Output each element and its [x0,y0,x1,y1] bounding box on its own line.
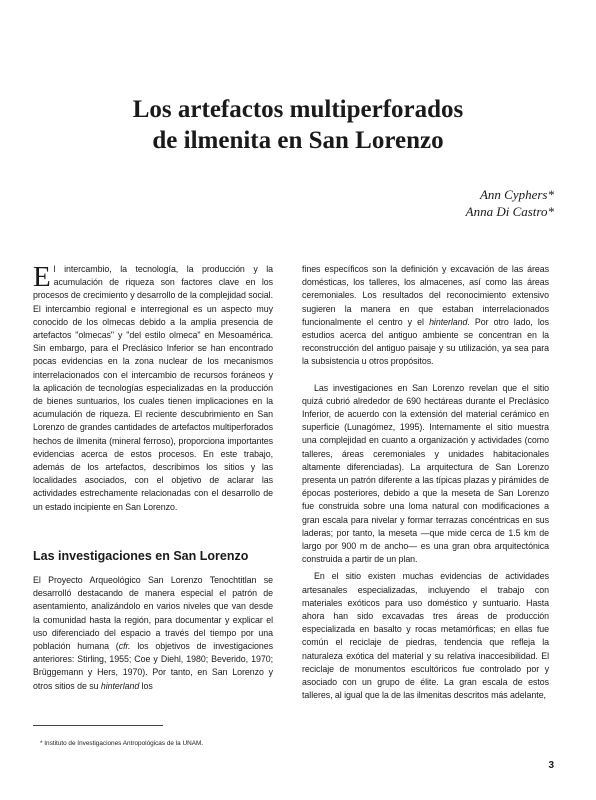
intro-column [33,263,273,514]
title-line-1: Los artefactos multiperforados [132,96,464,123]
author-list [466,186,554,220]
author-2: Anna Di Castro* [465,204,554,219]
right-hinterland: hinterland [429,316,468,327]
author-1: Ann Cyphers* [479,187,554,202]
right-text-1: fines específicos son la definición y excavación de las áreas domésticas, los talleres, los almacenes, así como las áreas ceremoniales. Los resultados del reconocimiento extensivo sugieren la manera en que estaban interrelacionados funcionalmente el centro y el [302,264,549,327]
article-title [40,94,556,156]
section-heading: Las investigaciones en San Lorenzo [33,549,249,563]
drop-cap: E [33,261,51,293]
section-hinterland: hinterland [100,680,140,691]
section-cfr: cfr. [118,641,131,652]
intro-text: l intercambio, la tecnología, la producción y la acumulación de riqueza son factores clave en los procesos de crecimiento y desarrollo de la complejidad social. El intercambio regional e interregional es un aspecto muy conocido de los olmecas debido a la amplia presencia de artefactos "olmecas" y "del estilo olmeca" en Mesoamérica. Sin embargo, para el Preclásico Inferior se han encontrado pocas evidencias en la zona nuclear de los mecanismos interrelacionados con el intercambio de recursos foráneos y la aplicación de tecnologías especializadas en la producción de bienes suntuarios, los cuales tienen implicaciones en la acumulación de riqueza. El reciente descubrimiento en San Lorenzo de grandes cantidades de artefactos multiperforados hechos de ilmenita (mineral ferroso), proporciona importantes evidencias acerca de estos procesos. En este trabajo, además de los artefactos, describimos los sitios y las localidades asociados, con el objetivo de aclarar las actividades estrechamente relacionadas con el desarrollo de un estado incipiente en San Lorenzo. [33,264,273,512]
footnote-divider [33,725,163,726]
section-text-2: los objetivos de investigaciones anteriores: Stirling, 1955; Coe y Diehl, 1980; Beverido, 1970; Brüggemann y Hers, 1970). Por tanto, en San Lorenzo y otros sitios de su [33,641,273,691]
page-number: 3 [548,760,554,771]
title-line-2: de ilmenita en San Lorenzo [152,127,444,154]
section-paragraph [33,574,273,693]
right-text-2: . Por otro lado, los estudios acerca del antiguo ambiente se concentran en la reconstrucción del antiguo paisaje y su utilización, ya sea para la subsistencia u otros propósitos. [302,316,549,367]
right-column [302,263,549,703]
right-paragraph-1 [302,263,549,369]
section-text-3: los [139,680,153,691]
footnote: * Instituto de Investigaciones Antropológicas de la UNAM. [40,740,204,747]
right-paragraph-3: En el sitio existen muchas evidencias de actividades artesanales especializadas, incluyendo el trabajo con materiales exóticos para uso doméstico y suntuario. Hasta ahora han sido excavadas tres áreas de producción especializada en basalto y rocas metamórficas; en ellas fue común el reciclaje de piedras, tendencia que refleja la naturaleza exótica del material y su relativa inaccesibilidad. El reciclaje de monumentos escultóricos fue controlado por y asociado con un grupo de élite. La gran escala de estos talleres, al igual que la de las ilmenitas descritos más adelante, [302,571,549,701]
right-paragraph-2: Las investigaciones en San Lorenzo revelan que el sitio quizá cubrió alrededor de 690 hectáreas durante el Preclásico Inferior, de acuerdo con la extensión del material cerámico en superficie (Lunagómez, 1995). Internamente el sitio muestra una complejidad en cuanto a organización y actividades (como talleres, áreas ceremoniales y unidades habitacionales altamente diferenciadas). La arquitectura de San Lorenzo presenta un patrón diferente a las típicas plazas y pirámides de épocas posteriores, debido a que la meseta de San Lorenzo fue construida sobre una loma natural con modificaciones a gran escala para nivelar y formar terrazas concéntricas en sus laderas; por tanto, la meseta —que mide cerca de 1.5 km de largo por 900 m de ancho— es una gran obra arquitectónica construida a partir de un plan. [302,382,549,565]
intro-paragraph [33,263,273,514]
section-text-1: El Proyecto Arqueológico San Lorenzo Tenochtitlan se desarrolló destacando de manera especial el patrón de asentamiento, analizándolo en varios niveles que van desde la comunidad hasta la región, para documentar y explicar el uso diferenciado del espacio a través del tiempo por una población humana ( [33,575,273,652]
section-column [33,574,273,693]
